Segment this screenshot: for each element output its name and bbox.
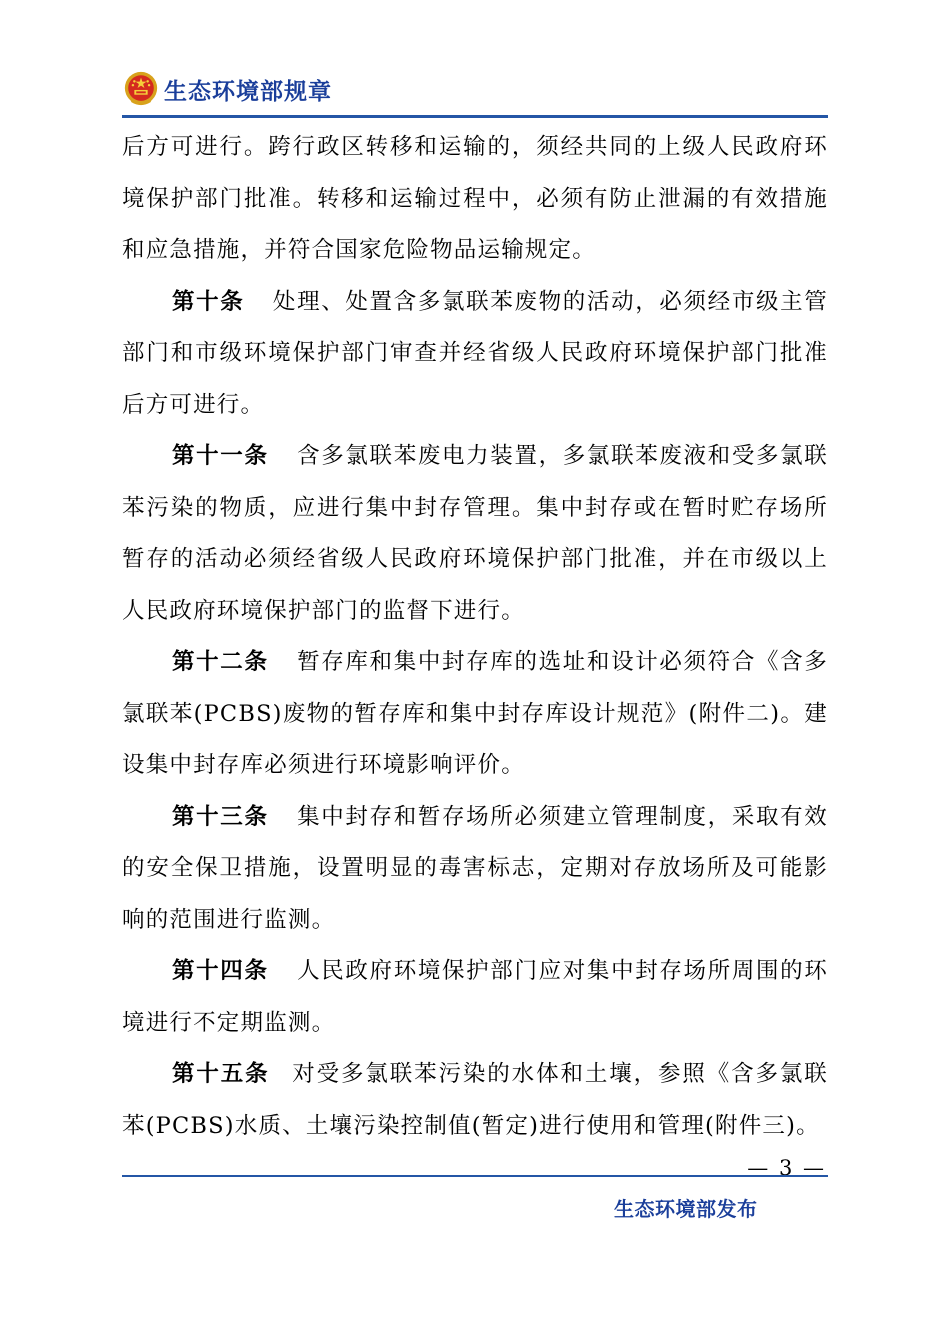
article-text: 处理、处置含多氯联苯废物的活动，必须经市级主管部门和市级环境保护部门审查并经省级人民政府环境保护部门批准后方可进行。 [122,288,828,418]
article-number: 第十条 [172,288,245,315]
article-12 [122,637,828,792]
article-number: 第十五条 [172,1061,270,1087]
header-divider [122,115,828,118]
article-text: 暂存库和集中封存库的选址和设计必须符合《含多氯联苯(PCBS)废物的暂存库和集中封存库设计规范》(附件二)。建设集中封存库必须进行环境影响评价。 [122,649,828,778]
page-header [122,68,332,110]
article-10 [122,277,828,432]
footer-publisher: 生态环境部发布 [614,1197,758,1221]
article-number: 第十三条 [172,803,269,830]
paragraph-text: 后方可进行。跨行政区转移和运输的，须经共同的上级人民政府环境保护部门批准。转移和运输过程中，必须有防止泄漏的有效措施和应急措施，并符合国家危险物品运输规定。 [122,134,828,263]
article-text: 人民政府环境保护部门应对集中封存场所周围的环境进行不定期监测。 [122,958,828,1036]
article-number: 第十二条 [172,649,269,675]
article-text: 对受多氯联苯污染的水体和土壤，参照《含多氯联苯(PCBS)水质、土壤污染控制值(暂定)进行使用和管理(附件三)。 [122,1061,828,1139]
article-text: 集中封存和暂存场所必须建立管理制度，采取有效的安全保卫措施，设置明显的毒害标志，定期对存放场所及可能影响的范围进行监测。 [122,803,828,933]
document-body [122,122,828,1152]
article-14 [122,946,828,1049]
header-title: 生态环境部规章 [164,78,332,105]
article-15 [122,1049,828,1152]
footer-divider [122,1175,828,1177]
article-13 [122,792,828,947]
article-number: 第十四条 [172,958,269,984]
paragraph-continuation [122,122,828,277]
page-number: — 3 — [747,1156,826,1180]
article-11 [122,431,828,637]
national-emblem-icon [122,70,160,108]
article-text: 含多氯联苯废电力装置，多氯联苯废液和受多氯联苯污染的物质，应进行集中封存管理。集中封存或在暂时贮存场所暂存的活动必须经省级人民政府环境保护部门批准，并在市级以上人民政府环境保护部门的监督下进行。 [122,443,828,624]
article-number: 第十一条 [172,443,269,469]
